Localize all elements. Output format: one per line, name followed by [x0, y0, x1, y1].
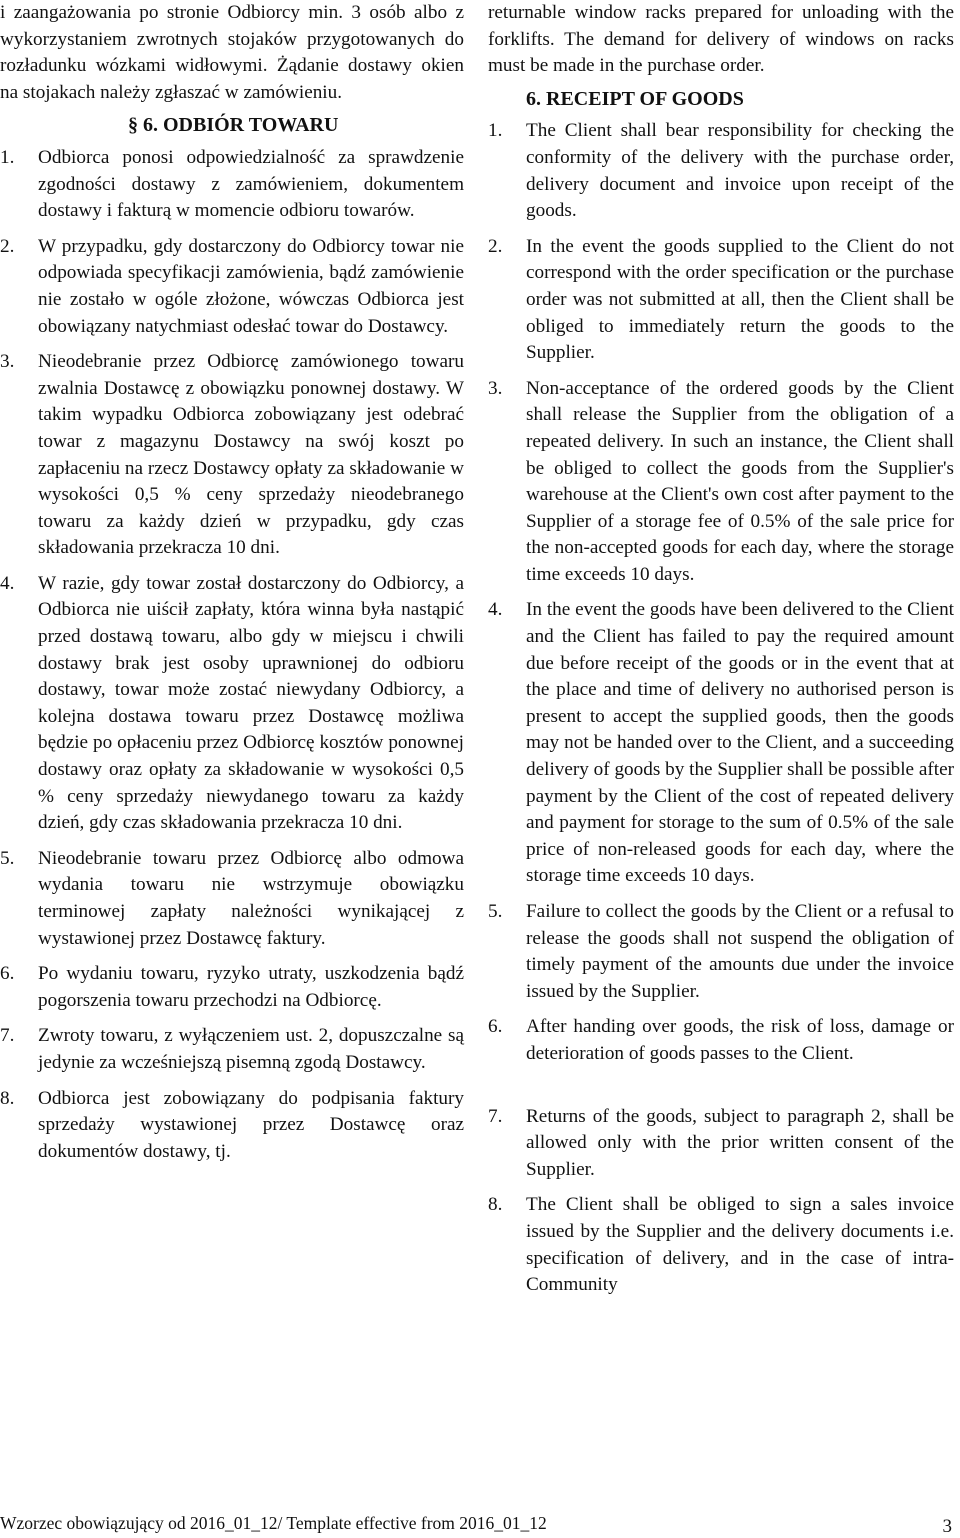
- clause-text: Odbiorca jest zobowiązany do podpisania faktury sprzedaży wystawionej przez Dostawcę oraz dokumentów dostawy, tj.: [38, 1087, 464, 1162]
- left-section-heading: § 6. ODBIÓR TOWARU: [128, 114, 339, 137]
- clause-number: 4.: [0, 572, 15, 594]
- clause-text: The Client shall bear responsibility for checking the conformity of the delivery with the purchase order, delivery document and invoice upon receipt of the goods.: [526, 120, 954, 222]
- clause-number: 5.: [488, 901, 503, 922]
- clause-number: 8.: [0, 1087, 15, 1109]
- right-clause-2: [488, 234, 954, 367]
- right-clause-5: [488, 899, 954, 1005]
- left-clause-3: [0, 349, 464, 562]
- clause-number: 3.: [488, 377, 503, 399]
- clause-number: 1.: [488, 120, 503, 142]
- left-clause-4: [0, 571, 464, 837]
- left-clause-2: [0, 234, 464, 340]
- right-clause-8: [488, 1192, 954, 1298]
- right-clause-3: [488, 376, 954, 589]
- clause-number: 6.: [488, 1016, 503, 1038]
- clause-number: 7.: [488, 1105, 503, 1127]
- right-section-heading: 6. RECEIPT OF GOODS: [526, 87, 744, 110]
- clause-text: Returns of the goods, subject to paragraph 2, shall be allowed only with the prior written consent of the Supplier.: [526, 1105, 954, 1180]
- clause-number: 2.: [0, 235, 15, 257]
- clause-text: Non-acceptance of the ordered goods by the Client shall release the Supplier from the obligation of a repeated delivery. In such an instance, the Client shall be obliged to collect the goods from the Supplier's warehouse at the Client's own cost after payment to the Supplier of a storage fee of 0.5% of the sale price for the non-accepted goods for each day, where the storage time exceeds 10 days.: [526, 377, 954, 585]
- english-column: [488, 0, 954, 1308]
- clause-text: W przypadku, gdy dostarczony do Odbiorcy towar nie odpowiada specyfikacji zamówienia, bądź zamówienie nie zostało w ogóle złożone, wówczas Odbiorca jest obowiązany natychmiast odesłać towar do Dostawcy.: [38, 235, 464, 337]
- right-clause-7: [488, 1104, 954, 1184]
- clause-text: Nieodebranie przez Odbiorcę zamówionego towaru zwalnia Dostawcę z obowiązku ponownej dostawy. W takim wypadku Odbiorca zobowiązany jest odebrać towar z magazynu Dostawcy na swój koszt po zapłaceniu na rzecz Dostawcy opłaty za składowanie w wysokości 0,5 % ceny sprzedaży nieodebranego towaru za każdy dzień w przypadku, gdy czas składowania przekracza 10 dni.: [38, 351, 464, 559]
- polish-column: [0, 0, 464, 1174]
- clause-number: 8.: [488, 1194, 503, 1216]
- clause-text: Failure to collect the goods by the Client or a refusal to release the goods shall not suspend the obligation of timely payment of the amounts due under the invoice issued by the Supplier.: [526, 901, 954, 1002]
- right-clause-list: [488, 118, 954, 1298]
- left-clause-list: [0, 145, 464, 1165]
- clause-text: In the event the goods have been delivered to the Client and the Client has failed to pay the required amount due before receipt of the goods or in the event that at the place and time of delivery no authorised person is present to accept the supplied goods, then the goods may not be handed over to the Client, and a succeeding delivery of goods by the Supplier shall be possible after payment by the Client of the cost of repeated delivery and payment for storage to the sum of 0.5% of the sale price of non-released goods for each day, where the storage time exceeds 10 days.: [526, 599, 954, 887]
- right-clause-1: [488, 118, 954, 224]
- clause-number: 5.: [0, 847, 15, 869]
- clause-number: 6.: [0, 963, 15, 985]
- clause-text: Nieodebranie towaru przez Odbiorcę albo odmowa wydania towaru nie wstrzymuje obowiązku terminowej zapłaty należności wynikającej z wystawionej przez Dostawcę faktury.: [38, 847, 464, 949]
- left-clause-1: [0, 145, 464, 225]
- clause-text: Po wydaniu towaru, ryzyko utraty, uszkodzenia bądź pogorszenia towaru przechodzi na Odbiorcę.: [38, 963, 464, 1011]
- right-clause-6: [488, 1014, 954, 1067]
- footer-template-note: Wzorzec obowiązujący od 2016_01_12/ Template effective from 2016_01_12: [0, 1513, 547, 1533]
- clause-text: In the event the goods supplied to the Client do not correspond with the order specification or the purchase order was not submitted at all, then the Client shall be obliged to immediately return the goods to the Supplier.: [526, 235, 954, 364]
- left-clause-7: [0, 1023, 464, 1076]
- clause-number: 4.: [488, 599, 503, 621]
- left-clause-6: [0, 961, 464, 1014]
- left-clause-5: [0, 846, 464, 952]
- page-number: 3: [942, 1516, 952, 1537]
- clause-text: W razie, gdy towar został dostarczony do Odbiorcy, a Odbiorca nie uiścił zapłaty, która winna była nastąpić przed dostawą towaru, albo gdy w miejscu i chwili dostawy brak jest osoby uprawnionej do odbioru dostawy, towar może zostać niewydany Odbiorcy, a kolejna dostawa towaru przez Dostawcę możliwa będzie po opłaceniu przez Odbiorcę kosztów ponownej dostawy oraz opłaty za składowanie w wysokości 0,5 % ceny sprzedaży niewydanego towaru za każdy dzień, gdy czas składowania przekracza 10 dni.: [38, 572, 464, 834]
- right-clause-4: [488, 597, 954, 890]
- clause-number: 7.: [0, 1025, 15, 1047]
- right-continuation-text: returnable window racks prepared for unloading with the forklifts. The demand for delivery of windows on racks must be made in the purchase order.: [488, 2, 954, 77]
- clause-number: 1.: [0, 146, 15, 168]
- clause-number: 3.: [0, 351, 15, 373]
- left-clause-8: [0, 1086, 464, 1166]
- clause-text: After handing over goods, the risk of loss, damage or deterioration of goods passes to the Client.: [526, 1016, 954, 1064]
- clause-text: Zwroty towaru, z wyłączeniem ust. 2, dopuszczalne są jedynie za wcześniejszą pisemną zgodą Dostawcy.: [38, 1025, 464, 1073]
- left-continuation-text: i zaangażowania po stronie Odbiorcy min. 3 osób albo z wykorzystaniem zwrotnych stojaków przygotowanych do rozładunku wózkami widłowymi. Żądanie dostawy okien na stojakach należy zgłaszać w zamówieniu.: [0, 2, 464, 103]
- clause-number: 2.: [488, 235, 503, 257]
- clause-text: Odbiorca ponosi odpowiedzialność za sprawdzenie zgodności dostawy z zamówieniem, dokumentem dostawy i fakturą w momencie odbioru towarów.: [38, 146, 464, 222]
- clause-text: The Client shall be obliged to sign a sales invoice issued by the Supplier and the delivery documents i.e. specification of delivery, and in the case of intra-Community: [526, 1194, 954, 1296]
